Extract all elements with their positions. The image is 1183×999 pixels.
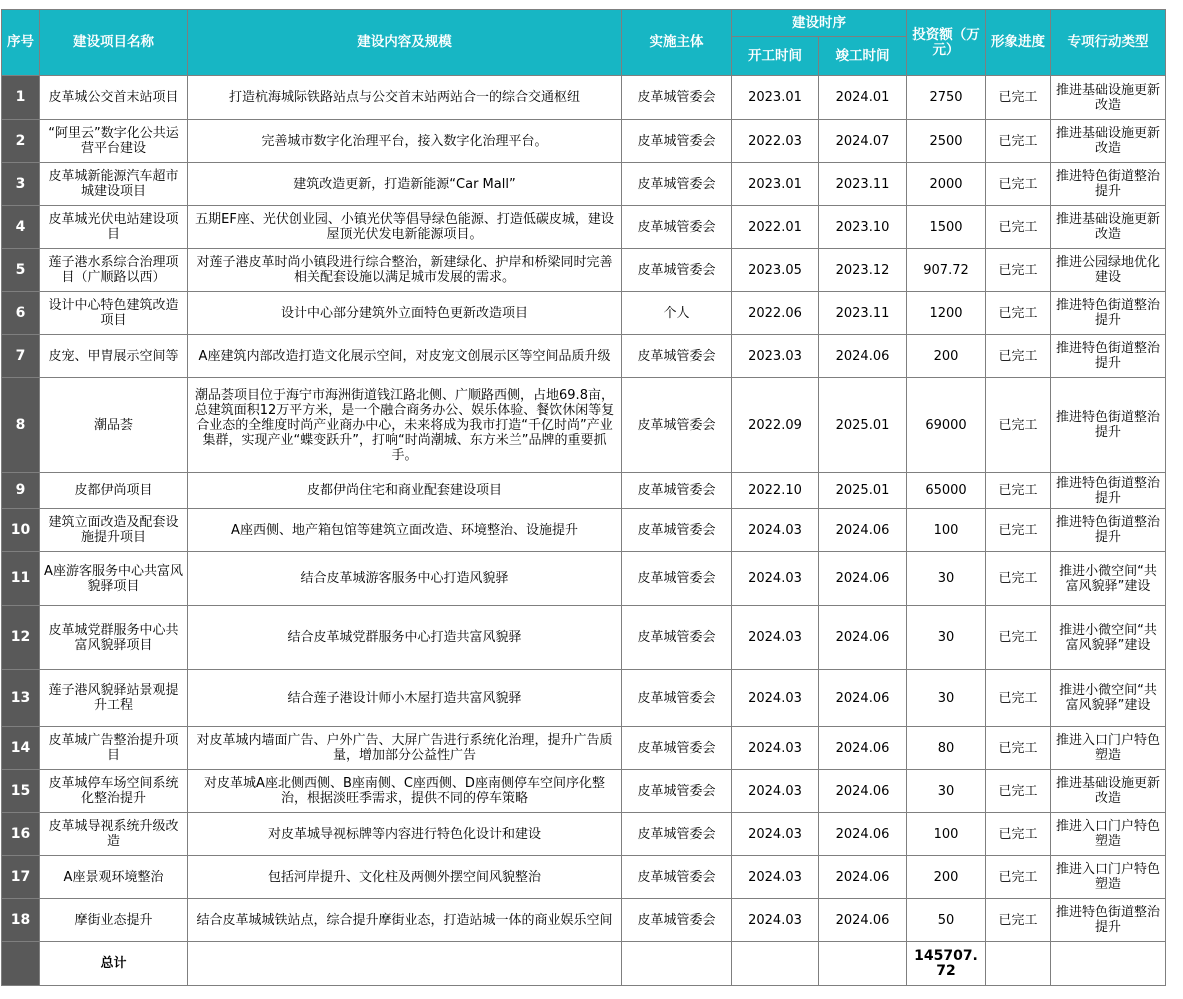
implementing-subject: 皮革城管委会 [622,670,732,727]
header-invest: 投资额（万元） [907,10,986,76]
end-time: 2023.11 [819,163,907,206]
implementing-subject: 皮革城管委会 [622,473,732,509]
table-row [2,378,1166,473]
progress-status: 已完工 [986,292,1051,335]
project-name: 皮宠、甲胄展示空间等 [40,335,188,378]
progress-status: 已完工 [986,606,1051,670]
implementing-subject: 皮革城管委会 [622,727,732,770]
implementing-subject: 皮革城管委会 [622,856,732,899]
project-name: 莲子港水系综合治理项目（广顺路以西） [40,249,188,292]
table-row [2,206,1166,249]
progress-status: 已完工 [986,378,1051,473]
table-row [2,120,1166,163]
header-name: 建设项目名称 [40,10,188,76]
action-type: 推进特色街道整治提升 [1051,473,1166,509]
project-name: 莲子港风貌驿站景观提升工程 [40,670,188,727]
project-content: 设计中心部分建筑外立面特色更新改造项目 [188,292,622,335]
end-time: 2024.01 [819,76,907,120]
table-row [2,813,1166,856]
row-number: 5 [2,249,40,292]
investment: 80 [907,727,986,770]
end-time: 2025.01 [819,378,907,473]
implementing-subject: 皮革城管委会 [622,509,732,552]
end-time: 2023.10 [819,206,907,249]
project-name: 皮都伊尚项目 [40,473,188,509]
project-name: A座游客服务中心共富风貌驿项目 [40,552,188,606]
start-time: 2024.03 [732,770,819,813]
total-end-cell [819,942,907,986]
implementing-subject: 皮革城管委会 [622,249,732,292]
progress-status: 已完工 [986,509,1051,552]
progress-status: 已完工 [986,899,1051,942]
total-subject-cell [622,942,732,986]
project-table [1,9,1166,986]
total-progress-cell [986,942,1051,986]
row-number: 4 [2,206,40,249]
project-name: 潮品荟 [40,378,188,473]
table-row [2,670,1166,727]
investment: 100 [907,509,986,552]
action-type: 推进入口门户特色塑造 [1051,813,1166,856]
action-type: 推进特色街道整治提升 [1051,378,1166,473]
table-row [2,552,1166,606]
implementing-subject: 皮革城管委会 [622,378,732,473]
investment: 69000 [907,378,986,473]
start-time: 2024.03 [732,899,819,942]
table-row [2,856,1166,899]
investment: 200 [907,856,986,899]
progress-status: 已完工 [986,813,1051,856]
action-type: 推进特色街道整治提升 [1051,292,1166,335]
implementing-subject: 皮革城管委会 [622,163,732,206]
action-type: 推进基础设施更新改造 [1051,206,1166,249]
implementing-subject: 皮革城管委会 [622,899,732,942]
table-row [2,727,1166,770]
action-type: 推进基础设施更新改造 [1051,76,1166,120]
end-time: 2024.06 [819,813,907,856]
progress-status: 已完工 [986,76,1051,120]
start-time: 2024.03 [732,813,819,856]
action-type: 推进特色街道整治提升 [1051,163,1166,206]
project-content: 对皮革城A座北侧西侧、B座南侧、C座西侧、D座南侧停车空间序化整治，根据淡旺季需求，提供不同的停车策略 [188,770,622,813]
project-name: 摩街业态提升 [40,899,188,942]
project-content: A座西侧、地产箱包馆等建筑立面改造、环境整治、设施提升 [188,509,622,552]
header-progress: 形象进度 [986,10,1051,76]
project-name: 建筑立面改造及配套设施提升项目 [40,509,188,552]
table-row [2,509,1166,552]
row-number: 17 [2,856,40,899]
total-seq-cell [2,942,40,986]
table-row [2,292,1166,335]
header-subject: 实施主体 [622,10,732,76]
progress-status: 已完工 [986,473,1051,509]
project-name: 皮革城停车场空间系统化整治提升 [40,770,188,813]
implementing-subject: 皮革城管委会 [622,606,732,670]
start-time: 2024.03 [732,856,819,899]
end-time: 2024.06 [819,335,907,378]
start-time: 2022.06 [732,292,819,335]
progress-status: 已完工 [986,552,1051,606]
project-name: 皮革城公交首末站项目 [40,76,188,120]
project-content: 潮品荟项目位于海宁市海洲街道钱江路北侧、广顺路西侧，占地69.8亩，总建筑面积12万平方米，是一个融合商务办公、娱乐体验、餐饮休闲等复合业态的全维度时尚产业商办中心，未来将成为我市打造“千亿时尚”产业集群，实现产业“蝶变跃升”，打响“时尚潮城、东方米兰”品牌的重要抓手。 [188,378,622,473]
header-seq: 序号 [2,10,40,76]
table-row [2,899,1166,942]
investment: 50 [907,899,986,942]
table-row [2,249,1166,292]
project-content: A座建筑内部改造打造文化展示空间，对皮宠文创展示区等空间品质升级 [188,335,622,378]
project-name: 设计中心特色建筑改造项目 [40,292,188,335]
action-type: 推进基础设施更新改造 [1051,120,1166,163]
start-time: 2024.03 [732,552,819,606]
action-type: 推进小微空间“共富风貌驿”建设 [1051,670,1166,727]
progress-status: 已完工 [986,670,1051,727]
action-type: 推进小微空间“共富风貌驿”建设 [1051,552,1166,606]
end-time: 2024.06 [819,606,907,670]
project-content: 对皮革城导视标牌等内容进行特色化设计和建设 [188,813,622,856]
progress-status: 已完工 [986,770,1051,813]
progress-status: 已完工 [986,249,1051,292]
project-content: 皮都伊尚住宅和商业配套建设项目 [188,473,622,509]
investment: 1200 [907,292,986,335]
row-number: 14 [2,727,40,770]
investment: 2000 [907,163,986,206]
project-name: 皮革城导视系统升级改造 [40,813,188,856]
end-time: 2025.01 [819,473,907,509]
investment: 2750 [907,76,986,120]
investment: 907.72 [907,249,986,292]
action-type: 推进公园绿地优化建设 [1051,249,1166,292]
progress-status: 已完工 [986,163,1051,206]
project-content: 结合皮革城游客服务中心打造风貌驿 [188,552,622,606]
row-number: 16 [2,813,40,856]
table-row [2,770,1166,813]
table-row [2,606,1166,670]
start-time: 2022.03 [732,120,819,163]
start-time: 2023.03 [732,335,819,378]
end-time: 2023.12 [819,249,907,292]
project-content: 五期EF座、光伏创业园、小镇光伏等倡导绿色能源、打造低碳皮城，建设屋顶光伏发电新能源项目。 [188,206,622,249]
total-row [2,942,1166,986]
start-time: 2023.01 [732,76,819,120]
progress-status: 已完工 [986,120,1051,163]
investment: 30 [907,770,986,813]
progress-status: 已完工 [986,335,1051,378]
project-content: 结合皮革城城铁站点，综合提升摩街业态，打造站城一体的商业娱乐空间 [188,899,622,942]
header-end: 竣工时间 [819,37,907,76]
start-time: 2024.03 [732,727,819,770]
total-investment: 145707.72 [907,942,986,986]
project-content: 结合莲子港设计师小木屋打造共富风貌驿 [188,670,622,727]
header-schedule: 建设时序 [732,10,907,37]
start-time: 2022.10 [732,473,819,509]
start-time: 2023.01 [732,163,819,206]
investment: 30 [907,606,986,670]
table-row [2,473,1166,509]
implementing-subject: 皮革城管委会 [622,335,732,378]
start-time: 2024.03 [732,509,819,552]
end-time: 2024.06 [819,670,907,727]
start-time: 2023.05 [732,249,819,292]
row-number: 3 [2,163,40,206]
project-content: 完善城市数字化治理平台，接入数字化治理平台。 [188,120,622,163]
action-type: 推进小微空间“共富风貌驿”建设 [1051,606,1166,670]
total-label: 总计 [40,942,188,986]
header-content: 建设内容及规模 [188,10,622,76]
start-time: 2024.03 [732,670,819,727]
row-number: 7 [2,335,40,378]
end-time: 2023.11 [819,292,907,335]
row-number: 2 [2,120,40,163]
investment: 200 [907,335,986,378]
project-name: 皮革城广告整治提升项目 [40,727,188,770]
implementing-subject: 皮革城管委会 [622,120,732,163]
action-type: 推进入口门户特色塑造 [1051,856,1166,899]
implementing-subject: 皮革城管委会 [622,770,732,813]
project-content: 对莲子港皮革时尚小镇段进行综合整治，新建绿化、护岸和桥梁同时完善相关配套设施以满足城市发展的需求。 [188,249,622,292]
project-content: 包括河岸提升、文化柱及两侧外摆空间风貌整治 [188,856,622,899]
action-type: 推进入口门户特色塑造 [1051,727,1166,770]
project-name: “阿里云”数字化公共运营平台建设 [40,120,188,163]
table-row [2,163,1166,206]
investment: 30 [907,670,986,727]
progress-status: 已完工 [986,206,1051,249]
project-name: 皮革城新能源汽车超市城建设项目 [40,163,188,206]
end-time: 2024.06 [819,770,907,813]
end-time: 2024.06 [819,509,907,552]
total-start-cell [732,942,819,986]
row-number: 8 [2,378,40,473]
investment: 30 [907,552,986,606]
row-number: 12 [2,606,40,670]
progress-status: 已完工 [986,727,1051,770]
implementing-subject: 个人 [622,292,732,335]
investment: 100 [907,813,986,856]
project-content: 结合皮革城党群服务中心打造共富风貌驿 [188,606,622,670]
action-type: 推进特色街道整治提升 [1051,335,1166,378]
implementing-subject: 皮革城管委会 [622,76,732,120]
total-type-cell [1051,942,1166,986]
project-content: 对皮革城内墙面广告、户外广告、大屏广告进行系统化治理，提升广告质量，增加部分公益性广告 [188,727,622,770]
project-name: A座景观环境整治 [40,856,188,899]
table-body [2,76,1166,986]
end-time: 2024.06 [819,552,907,606]
header-type: 专项行动类型 [1051,10,1166,76]
end-time: 2024.07 [819,120,907,163]
row-number: 13 [2,670,40,727]
table-row [2,335,1166,378]
investment: 65000 [907,473,986,509]
implementing-subject: 皮革城管委会 [622,552,732,606]
implementing-subject: 皮革城管委会 [622,206,732,249]
start-time: 2022.09 [732,378,819,473]
investment: 1500 [907,206,986,249]
row-number: 9 [2,473,40,509]
end-time: 2024.06 [819,727,907,770]
row-number: 18 [2,899,40,942]
project-name: 皮革城党群服务中心共富风貌驿项目 [40,606,188,670]
action-type: 推进特色街道整治提升 [1051,509,1166,552]
total-content-cell [188,942,622,986]
start-time: 2022.01 [732,206,819,249]
implementing-subject: 皮革城管委会 [622,813,732,856]
table-header [2,10,1166,76]
row-number: 1 [2,76,40,120]
progress-status: 已完工 [986,856,1051,899]
investment: 2500 [907,120,986,163]
project-content: 建筑改造更新，打造新能源“Car Mall” [188,163,622,206]
row-number: 15 [2,770,40,813]
row-number: 11 [2,552,40,606]
end-time: 2024.06 [819,856,907,899]
start-time: 2024.03 [732,606,819,670]
header-start: 开工时间 [732,37,819,76]
row-number: 10 [2,509,40,552]
end-time: 2024.06 [819,899,907,942]
project-content: 打造杭海城际铁路站点与公交首末站两站合一的综合交通枢纽 [188,76,622,120]
table-row [2,76,1166,120]
project-name: 皮革城光伏电站建设项目 [40,206,188,249]
action-type: 推进基础设施更新改造 [1051,770,1166,813]
row-number: 6 [2,292,40,335]
action-type: 推进特色街道整治提升 [1051,899,1166,942]
